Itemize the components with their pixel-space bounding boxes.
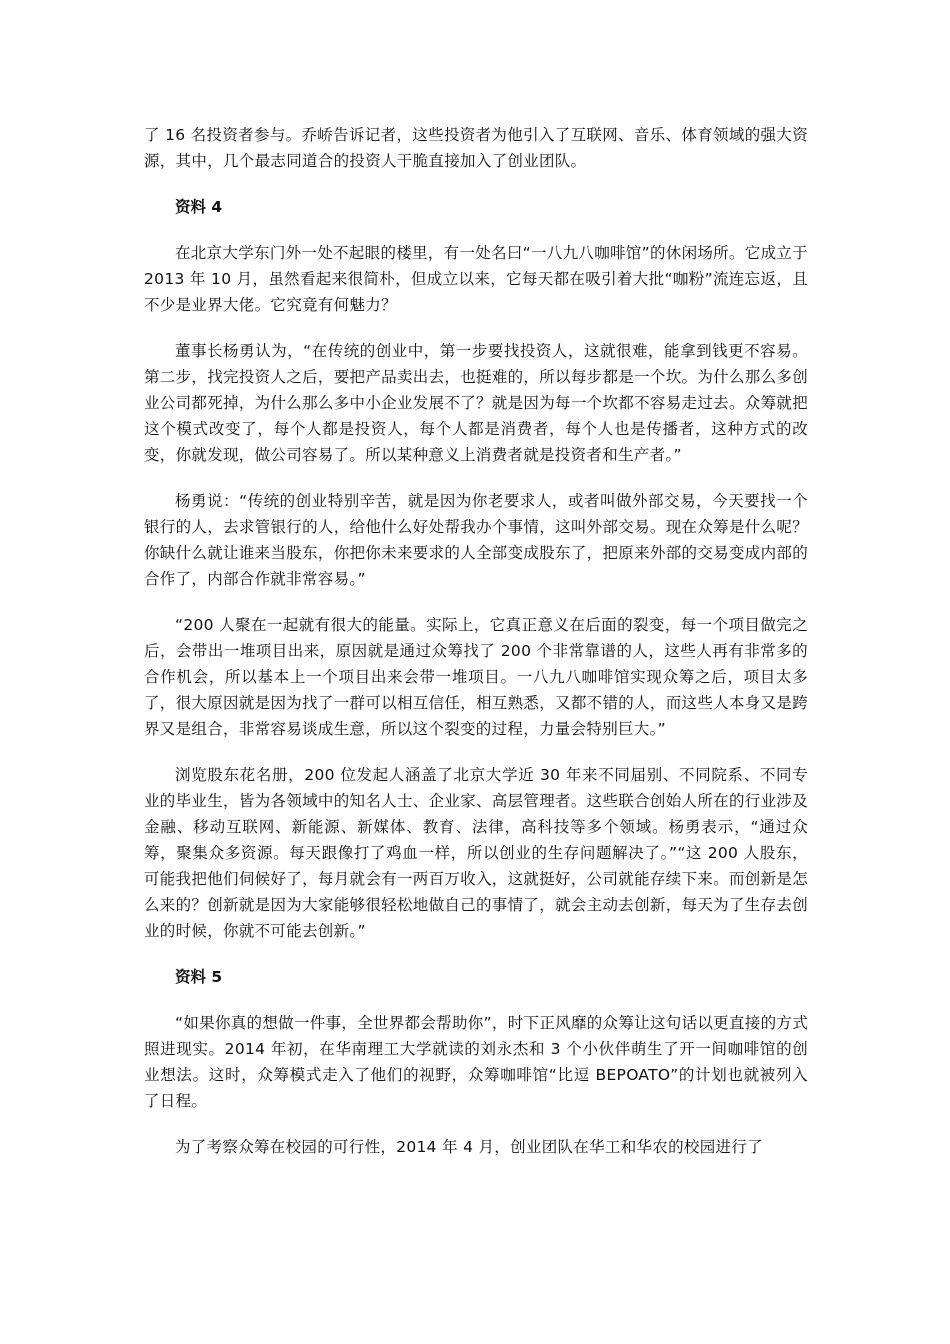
section-heading-5: 资料 5	[175, 968, 223, 986]
document-page	[144, 122, 808, 1160]
section-heading-4: 资料 4	[175, 198, 223, 216]
paragraph-investors: 了 16 名投资者参与。乔峤告诉记者，这些投资者为他引入了互联网、音乐、体育领域的强大资源，其中，几个最志同道合的投资人干脆直接加入了创业团队。	[144, 126, 808, 170]
paragraph-200-people: “200 人聚在一起就有很大的能量。实际上，它真正意义在后面的裂变，每一个项目做完之后，会带出一堆项目出来，原因就是通过众筹找了 200 个非常靠谱的人，这些人再有非常多的合作机会，所以基本上一个项目出来会带一堆项目。一八九八咖啡馆实现众筹之后，项目太多了，很大原因就是因为找了一群可以相互信任，相互熟悉，又都不错的人，而这些人本身又是跨界又是组合，非常容易谈成生意，所以这个裂变的过程，力量会特别巨大。”	[144, 616, 808, 738]
paragraph-bepoato-cafe: “如果你真的想做一件事，全世界都会帮助你”，时下正风靡的众筹让这句话以更直接的方式照进现实。2014 年初，在华南理工大学就读的刘永杰和 3 个小伙伴萌生了开一间咖啡馆的创业想法。这时，众筹模式走入了他们的视野，众筹咖啡馆“比逗 BEPOATO”的计划也就被列入了日程。	[144, 1014, 808, 1110]
paragraph-campus-survey: 为了考察众筹在校园的可行性，2014 年 4 月，创业团队在华工和华农的校园进行了	[175, 1138, 763, 1156]
paragraph-1898-cafe-intro: 在北京大学东门外一处不起眼的楼里，有一处名曰“一八九八咖啡馆”的休闲场所。它成立于 2013 年 10 月，虽然看起来很简朴，但成立以来，它每天都在吸引着大批“咖粉”流连忘返，且不少是业界大佬。它究竟有何魅力？	[144, 244, 808, 314]
paragraph-yang-yong-view: 董事长杨勇认为，“在传统的创业中，第一步要找投资人，这就很难，能拿到钱更不容易。第二步，找完投资人之后，要把产品卖出去，也挺难的，所以每步都是一个坎。为什么那么多创业公司都死掉，为什么那么多中小企业发展不了？就是因为每一个坎都不容易走过去。众筹就把这个模式改变了，每个人都是投资人，每个人都是消费者，每个人也是传播者，这种方式的改变，你就发现，做公司容易了。所以某种意义上消费者就是投资者和生产者。”	[144, 342, 808, 464]
paragraph-yang-yong-quote: 杨勇说：“传统的创业特别辛苦，就是因为你老要求人，或者叫做外部交易，今天要找一个银行的人，去求管银行的人，给他什么好处帮我办个事情，这叫外部交易。现在众筹是什么呢？你缺什么就让谁来当股东，你把你未来要求的人全部变成股东了，把原来外部的交易变成内部的合作了，内部合作就非常容易。”	[144, 492, 808, 588]
paragraph-shareholder-list: 浏览股东花名册，200 位发起人涵盖了北京大学近 30 年来不同届别、不同院系、不同专业的毕业生，皆为各领域中的知名人士、企业家、高层管理者。这些联合创始人所在的行业涉及金融、移动互联网、新能源、新媒体、教育、法律，高科技等多个领域。杨勇表示，“通过众筹，聚集众多资源。每天跟像打了鸡血一样，所以创业的生存问题解决了。”“这 200 人股东，可能我把他们伺候好了，每月就会有一两百万收入，这就挺好，公司就能存续下来。而创新是怎么来的？创新就是因为大家能够很轻松地做自己的事情了，就会主动去创新，每天为了生存去创业的时候，你就不可能去创新。”	[144, 766, 808, 940]
